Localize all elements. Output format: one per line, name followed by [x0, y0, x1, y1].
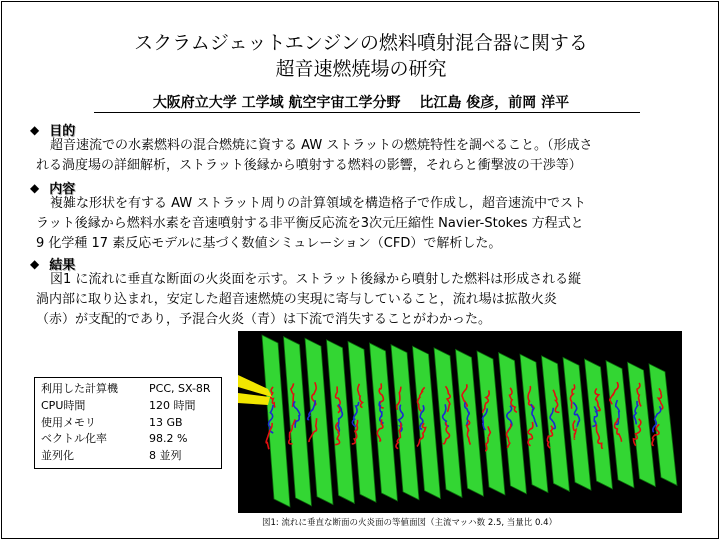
spec-label: 使用メモリ: [41, 415, 96, 429]
spec-value: 8 並列: [149, 449, 182, 463]
authors: 大阪府立大学 工学域 航空宇宙工学分野 比江島 俊彦，前岡 洋平: [152, 95, 570, 111]
diamond-bullet-icon: ◆: [30, 256, 40, 271]
spec-row: [41, 448, 215, 465]
diamond-bullet-icon: ◆: [30, 122, 40, 137]
figure-caption: 図1: 流れに垂直な断面の火炎面の等値面図（主流マッハ数 2.5, 当量比 0.4）: [262, 518, 557, 528]
title-line-1: スクラムジェットエンジンの燃料噴射混合器に関する: [134, 32, 588, 54]
spec-value: 120 時間: [149, 398, 196, 412]
content-heading: 内容: [49, 182, 76, 197]
content-line-2: ラット後縁から燃料水素を音速噴射する非平衡反応流を3次元圧縮性 Navier-Stokes 方程式と: [36, 216, 584, 231]
cross-section-planes: [262, 335, 677, 507]
flame-surface-figure: [238, 331, 682, 513]
spec-label: CPU時間: [41, 398, 86, 412]
spec-label: ベクトル化率: [41, 432, 107, 446]
content-text: [36, 194, 676, 254]
results-line-1: 図1 に流れに垂直な断面の火炎面を示す。ストラット後縁から噴射した燃料は形成される縦: [50, 272, 582, 287]
spec-row: [41, 381, 215, 398]
flame-isosurface-image: [238, 331, 682, 513]
diamond-bullet-icon: ◆: [30, 180, 40, 195]
title-line-2: 超音速燃焼場の研究: [275, 58, 447, 80]
spec-value: 98.2 %: [149, 432, 188, 446]
results-heading: 結果: [49, 258, 76, 273]
purpose-heading: 目的: [49, 124, 76, 139]
content-line-1: 複雑な形状を有する AW ストラット周りの計算領域を構造格子で作成し，超音速流中でスト: [50, 196, 587, 211]
title-divider: [94, 112, 640, 113]
slide: [1, 1, 719, 539]
spec-label: 利用した計算機: [41, 382, 118, 395]
results-text: [36, 270, 676, 330]
purpose-line-1: 超音速流での水素燃料の混合燃焼に資する AW ストラットの燃焼特性を調べること。（形成さ: [50, 138, 593, 153]
results-line-2: 渦内部に取り込まれ，安定した超音速燃焼の実現に寄与していること，流れ場は拡散火炎: [36, 292, 557, 307]
purpose-text: [36, 136, 676, 176]
spec-value: PCC, SX-8R: [149, 382, 211, 395]
spec-row: [41, 431, 215, 448]
page-title: [2, 30, 720, 82]
results-line-3: （赤）が支配的であり，予混合火炎（青）は下流で消失することがわかった。: [36, 312, 492, 327]
content-line-3: 9 化学種 17 素反応モデルに基づく数値シミュレーション（CFD）で解析した。: [36, 236, 502, 251]
spec-label: 並列化: [41, 449, 74, 463]
purpose-line-2: れる渦度場の詳細解析，ストラット後縁から噴射する燃料の影響，それらと衝撃波の干渉等）: [36, 158, 582, 173]
spec-row: [41, 398, 215, 415]
spec-value: 13 GB: [149, 415, 183, 429]
compute-specs-table: [34, 377, 222, 469]
spec-row: [41, 415, 215, 432]
